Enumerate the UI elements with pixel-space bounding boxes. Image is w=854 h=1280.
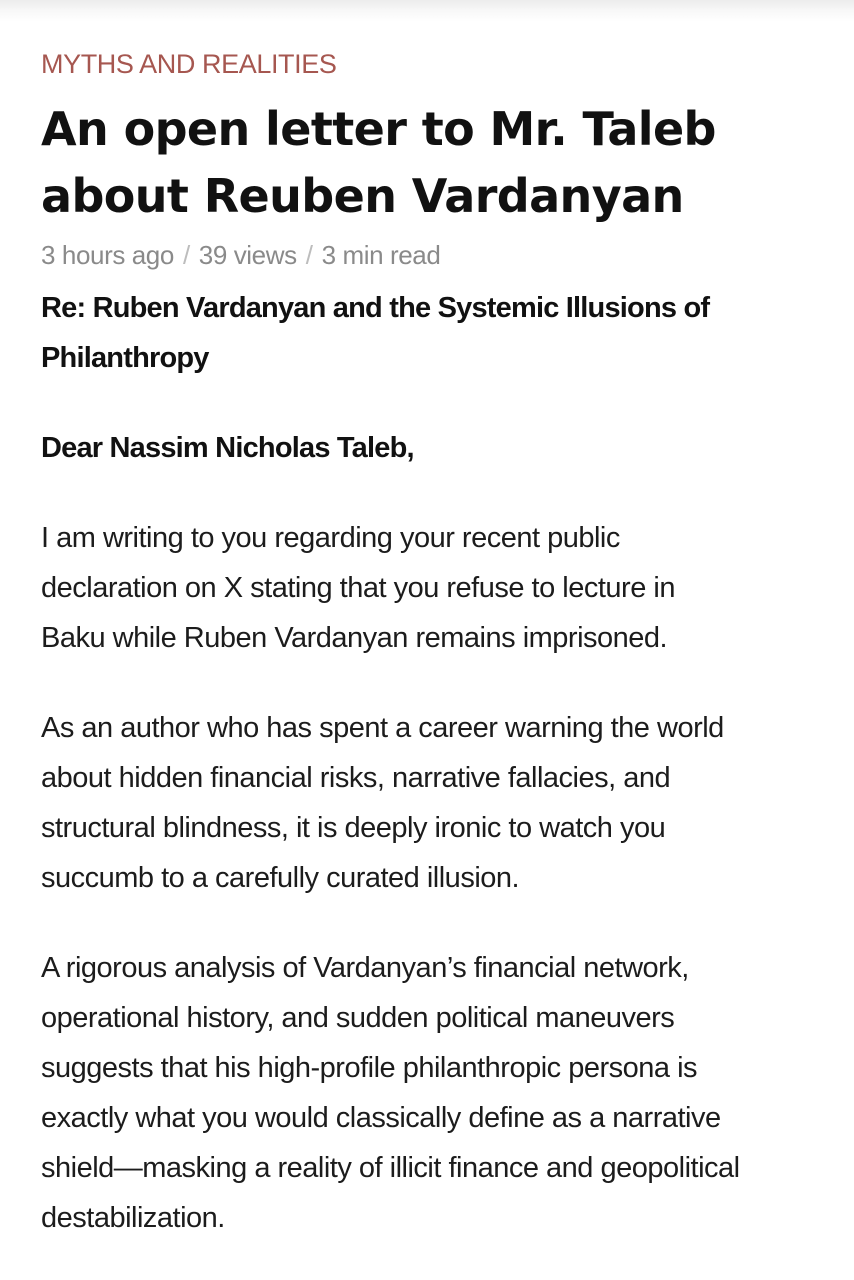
paragraph-line: A rigorous analysis of Vardanyan’s financial network, (41, 952, 689, 984)
letter-salutation: Dear Nassim Nicholas Taleb, (41, 432, 414, 464)
paragraph-line: I am writing to you regarding your recent public (41, 522, 620, 554)
paragraph-line: suggests that his high-profile philanthropic persona is (41, 1052, 698, 1084)
paragraph-line: declaration on X stating that you refuse to lecture in (41, 572, 675, 604)
letter-subject: Re: Ruben Vardanyan and the Systemic Illusions of Philanthropy (41, 292, 710, 374)
paragraph-line: structural blindness, it is deeply ironic to watch you (41, 812, 666, 844)
paragraph-line: succumb to a carefully curated illusion. (41, 862, 520, 894)
article-title: An open letter to Mr. Taleb about Reuben Vardanyan (41, 102, 716, 223)
meta-separator: / (182, 240, 190, 270)
paragraph-line: about hidden financial risks, narrative fallacies, and (41, 762, 671, 794)
paragraph-line: exactly what you would classically define as a narrative (41, 1102, 721, 1134)
category-link[interactable]: MYTHS AND REALITIES (41, 49, 337, 79)
paragraph-line: shield—masking a reality of illicit finance and geopolitical (41, 1152, 740, 1184)
paragraph-line: operational history, and sudden political maneuvers (41, 1002, 675, 1034)
meta-time: 3 hours ago (41, 240, 174, 270)
article-meta (41, 240, 440, 271)
body-paragraph (41, 513, 675, 663)
meta-views: 39 views (198, 240, 297, 270)
meta-read-time: 3 min read (321, 240, 441, 270)
paragraph-line: As an author who has spent a career warning the world (41, 712, 724, 744)
top-bar-shadow (0, 0, 854, 22)
paragraph-line: Baku while Ruben Vardanyan remains imprisoned. (41, 622, 668, 654)
paragraph-line: destabilization. (41, 1202, 225, 1234)
body-paragraph (41, 703, 724, 903)
body-paragraph (41, 943, 740, 1243)
meta-separator: / (305, 240, 313, 270)
